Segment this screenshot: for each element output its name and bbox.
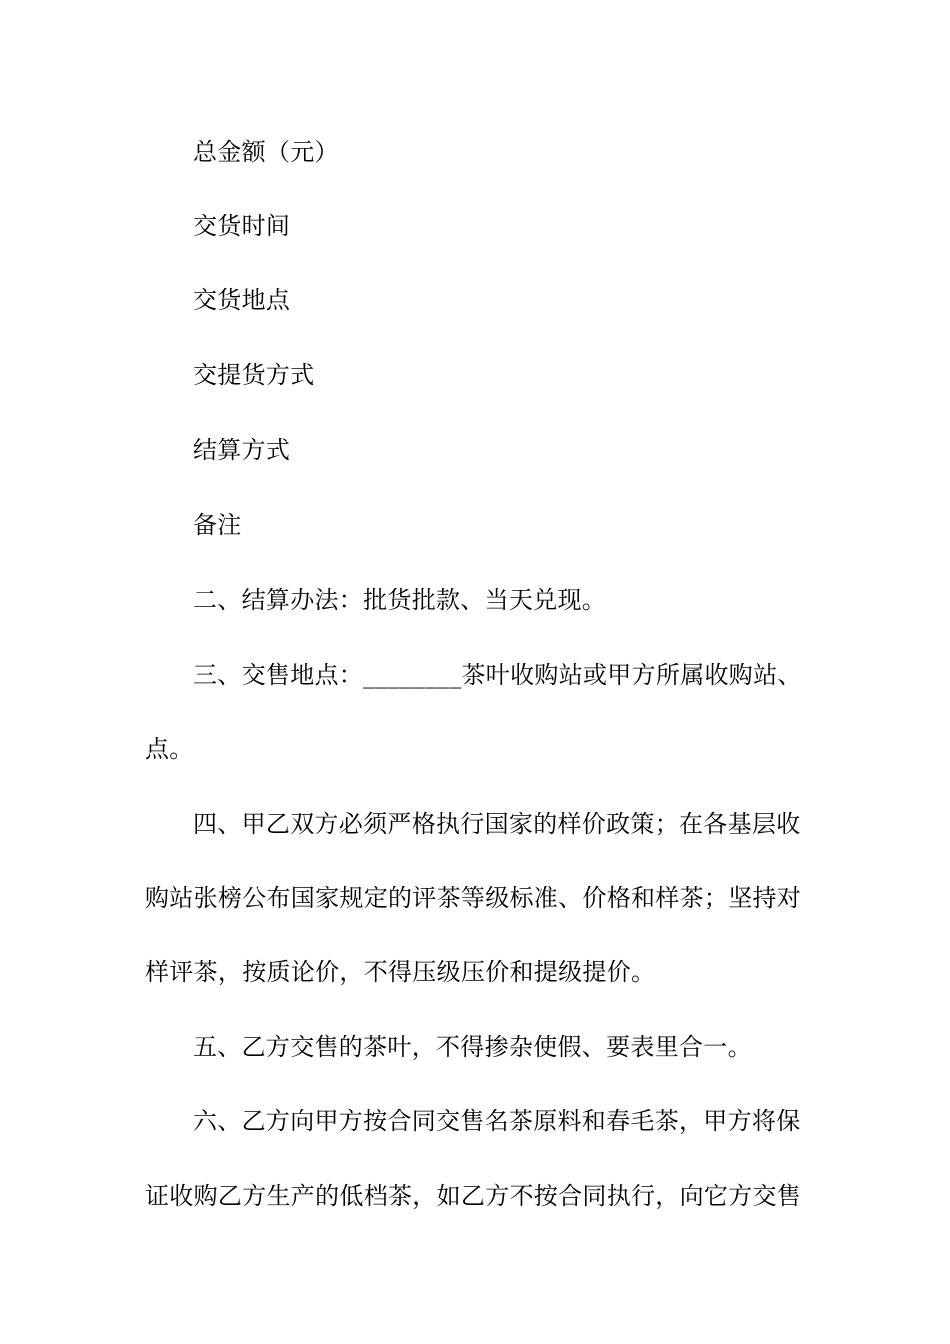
clause-five: 五、乙方交售的茶叶，不得掺杂使假、要表里合一。 [193, 1033, 752, 1061]
clause-three-line-1: 三、交售地点：________茶叶收购站或甲方所属收购站、 [193, 661, 802, 689]
field-delivery-time: 交货时间 [193, 212, 291, 240]
clause-six-line-1: 六、乙方向甲方按合同交售名茶原料和春毛茶，甲方将保 [193, 1107, 801, 1135]
clause-four-line-3: 样评茶，按质论价，不得压级压价和提级提价。 [145, 958, 656, 986]
clause-three-line-2: 点。 [145, 735, 194, 763]
field-delivery-place: 交货地点 [193, 286, 291, 314]
field-remarks: 备注 [193, 511, 242, 539]
clause-six-line-2: 证收购乙方生产的低档茶，如乙方不按合同执行，向它方交售 [145, 1182, 802, 1210]
field-settlement-method: 结算方式 [193, 436, 291, 464]
clause-two: 二、结算办法：批货批款、当天兑现。 [193, 586, 607, 614]
clause-four-line-2: 购站张榜公布国家规定的评茶等级标准、价格和样茶；坚持对 [145, 884, 802, 912]
clause-four-line-1: 四、甲乙双方必须严格执行国家的样价政策；在各基层收 [193, 810, 801, 838]
field-delivery-method: 交提货方式 [193, 361, 315, 389]
field-total-amount: 总金额（元） [193, 138, 339, 166]
